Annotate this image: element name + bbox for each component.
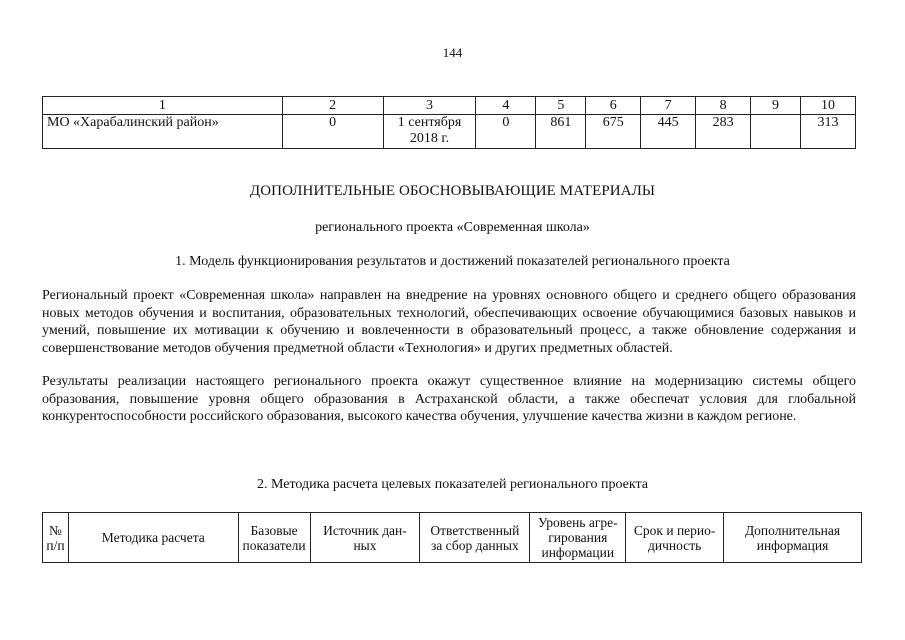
column-number: 3 bbox=[383, 97, 476, 115]
value-cell: 675 bbox=[586, 115, 641, 149]
header-cell-additional-info bbox=[724, 513, 862, 563]
column-number: 2 bbox=[282, 97, 383, 115]
value-cell: 283 bbox=[696, 115, 751, 149]
section-2-heading: 2. Методика расчета целевых показателей регионального проекта bbox=[257, 477, 648, 492]
date-line: 1 сентября bbox=[397, 115, 462, 130]
header-cell-aggregation bbox=[530, 513, 626, 563]
header-text: № bbox=[49, 522, 62, 538]
column-number: 7 bbox=[641, 97, 696, 115]
header-text: п/п bbox=[46, 537, 65, 553]
value-cell: 0 bbox=[476, 115, 536, 149]
header-text: дичность bbox=[648, 537, 702, 553]
header-text: Базовые bbox=[250, 522, 298, 538]
header-text: Ответственный bbox=[430, 522, 520, 538]
document-title: ДОПОЛНИТЕЛЬНЫЕ ОБОСНОВЫВАЮЩИЕ МАТЕРИАЛЫ bbox=[249, 183, 656, 199]
header-text: ных bbox=[353, 537, 377, 553]
date-cell bbox=[383, 115, 476, 149]
region-cell: МО «Харабалинский район» bbox=[43, 115, 283, 149]
table-row bbox=[43, 115, 856, 149]
column-number: 4 bbox=[476, 97, 536, 115]
header-text: гирования bbox=[548, 530, 608, 545]
indicator-values-table bbox=[42, 96, 856, 149]
methodology-table bbox=[42, 512, 862, 563]
document-subtitle: регионального проекта «Современная школа» bbox=[315, 220, 590, 235]
header-text: информация bbox=[756, 537, 829, 553]
column-number: 5 bbox=[536, 97, 586, 115]
value-cell: 445 bbox=[641, 115, 696, 149]
paragraph-project-description: Региональный проект «Современная школа» направлен на внедрение на уровнях основного общего и среднего общего образования новых методов обучения и воспитания, образовательных технологий, обеспечивающих освоение обучающимися базовых навыков и умений, повышение их мотивации к обучению и вовлеченности в образовательный процесс, а также обновление содержания и совершенствование методов обучения предметной области «Технология» и других предметных областей. bbox=[42, 288, 856, 356]
header-text: Срок и перио- bbox=[633, 522, 716, 538]
page-number: 144 bbox=[442, 45, 463, 60]
column-number: 8 bbox=[696, 97, 751, 115]
table-header-row bbox=[43, 513, 862, 563]
value-cell: 0 bbox=[282, 115, 383, 149]
header-cell-responsible bbox=[420, 513, 530, 563]
header-cell-period bbox=[626, 513, 724, 563]
column-number: 6 bbox=[586, 97, 641, 115]
value-cell: 313 bbox=[800, 115, 855, 149]
paragraph-project-results: Результаты реализации настоящего регионального проекта окажут существенное влияние на модернизацию системы общего образования, повышение уровня общего образования в Астраханской области, а также обеспечат условия для глобальной конкурентоспособности российского образования, высокого качества обучения, улучшение качества жизни в каждом регионе. bbox=[42, 374, 856, 424]
column-number-row bbox=[43, 97, 856, 115]
header-text: Дополнительная bbox=[744, 522, 841, 538]
value-cell bbox=[751, 115, 801, 149]
header-cell-method: Методика расчета bbox=[68, 513, 238, 563]
header-cell-source bbox=[310, 513, 420, 563]
column-number: 1 bbox=[43, 97, 283, 115]
value-cell: 861 bbox=[536, 115, 586, 149]
header-cell-number bbox=[43, 513, 69, 563]
header-text: информации bbox=[541, 545, 615, 560]
date-line: 2018 г. bbox=[409, 131, 450, 146]
header-text: показатели bbox=[242, 537, 306, 553]
header-text: за сбор данных bbox=[430, 537, 519, 553]
column-number: 9 bbox=[751, 97, 801, 115]
header-text: Источник дан- bbox=[323, 522, 407, 538]
column-number: 10 bbox=[800, 97, 855, 115]
header-text: Уровень агре- bbox=[537, 515, 618, 530]
header-cell-base bbox=[238, 513, 310, 563]
section-1-heading: 1. Модель функционирования результатов и достижений показателей регионального проекта bbox=[175, 254, 730, 269]
